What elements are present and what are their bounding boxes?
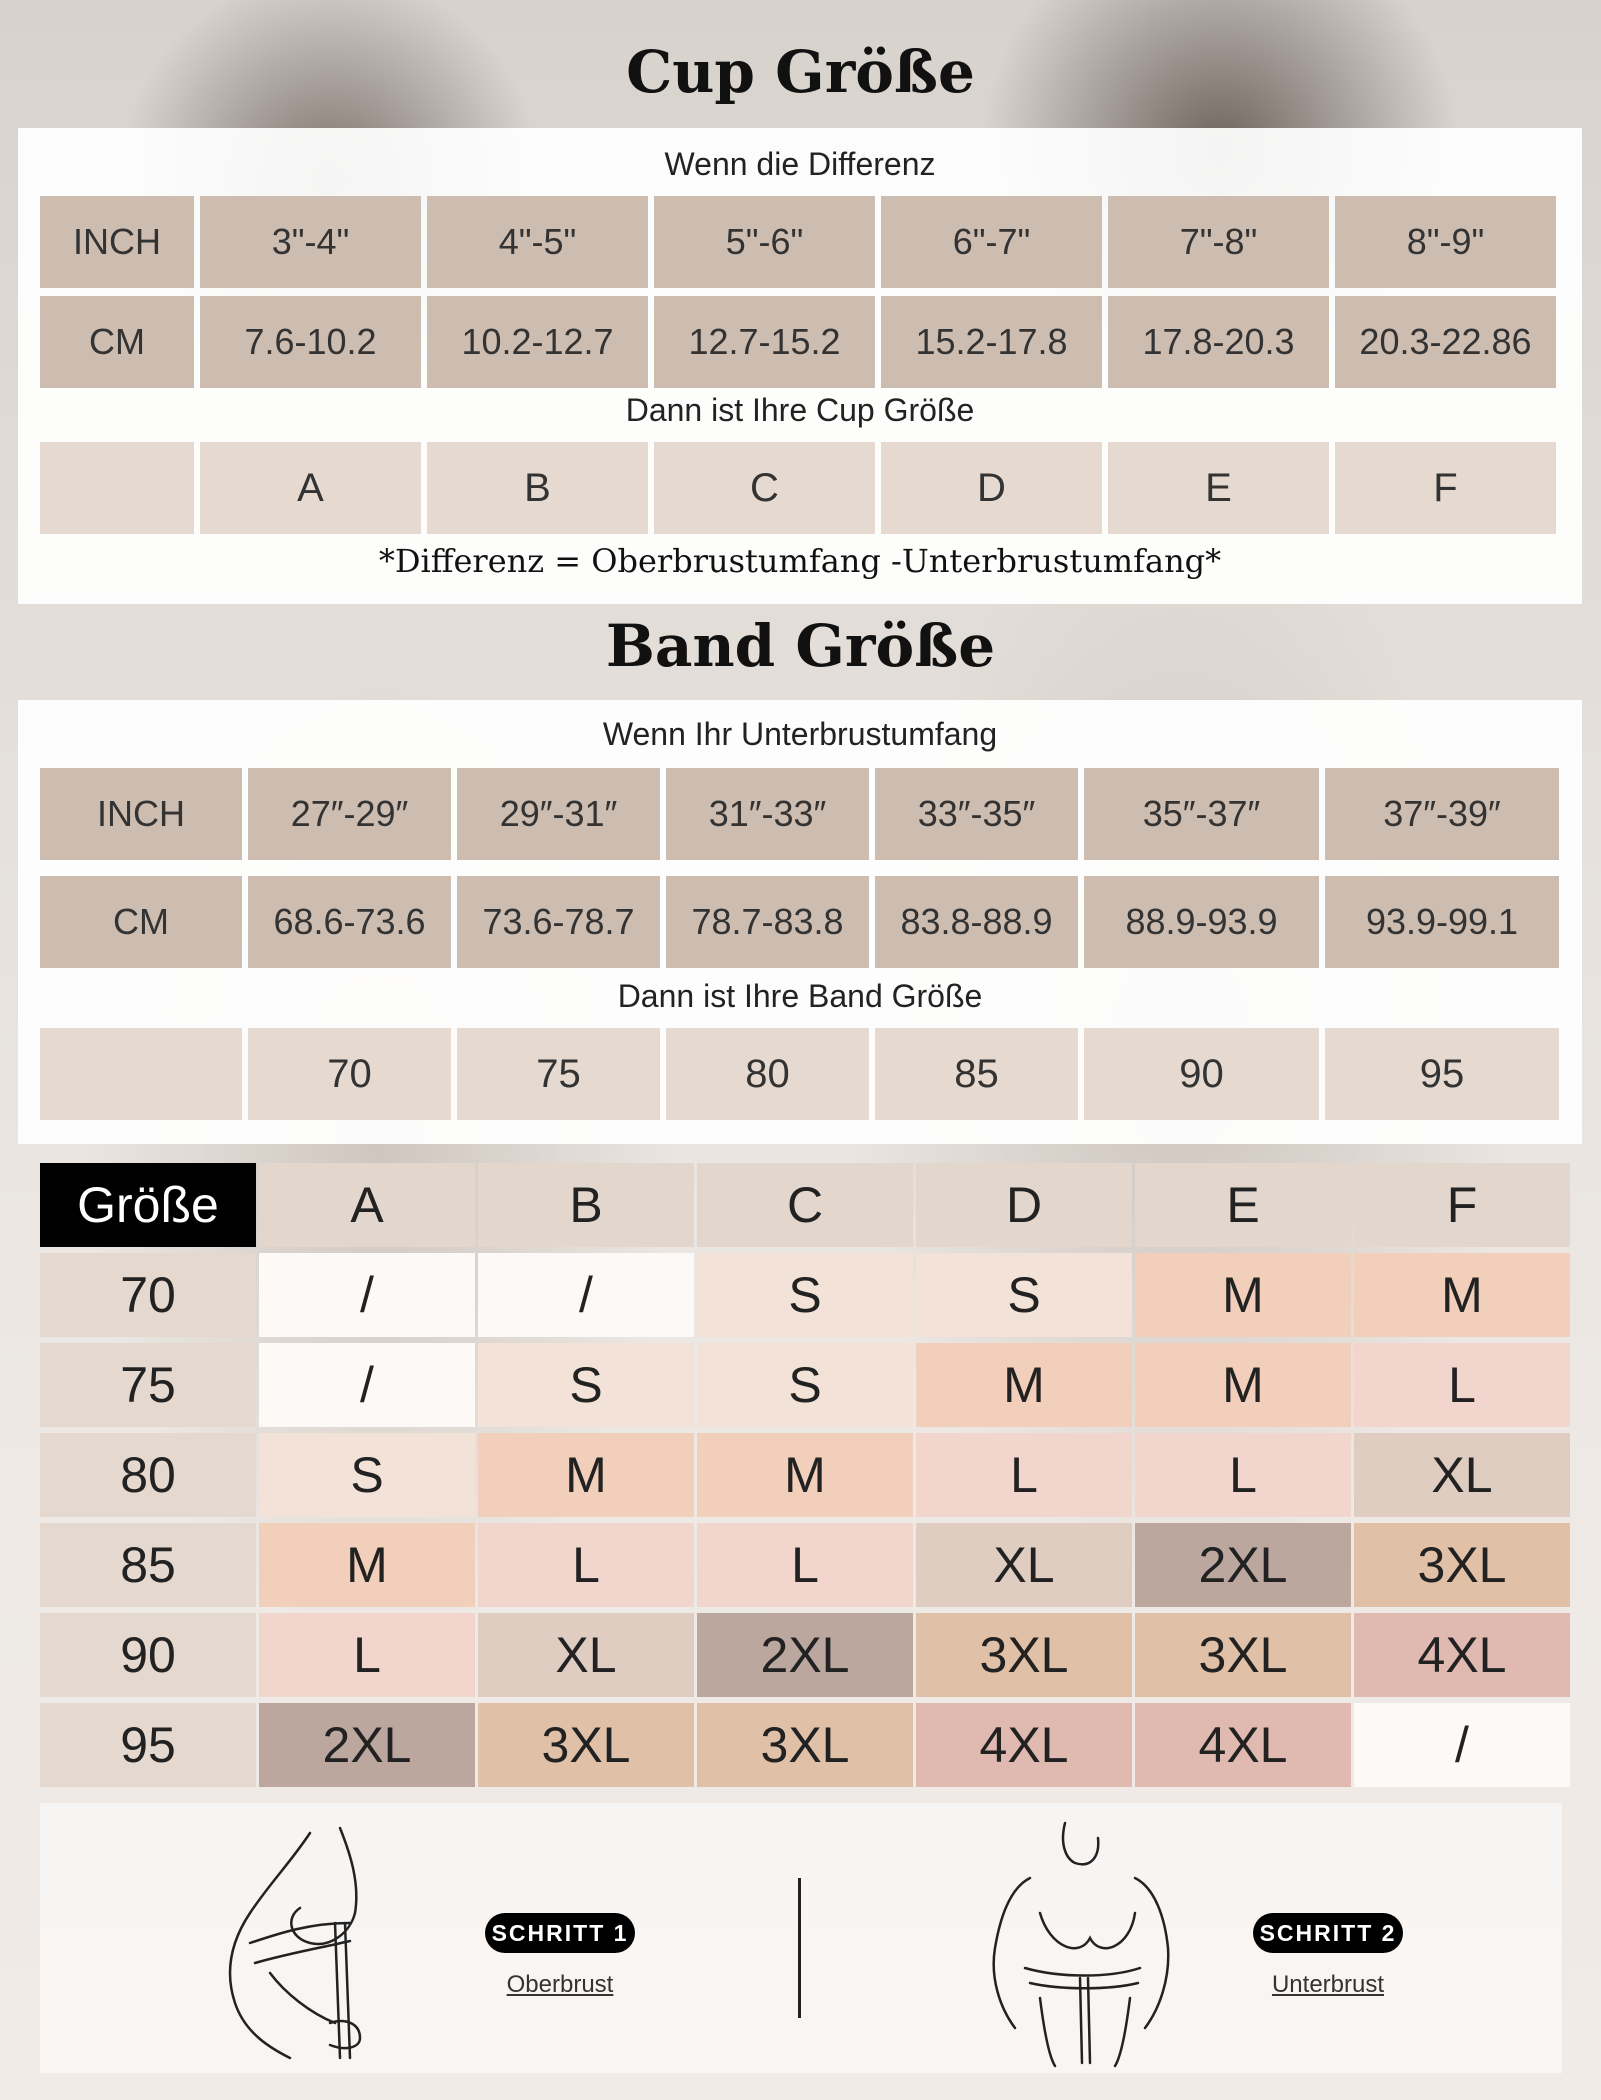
size-table-cell: 4XL xyxy=(1354,1613,1570,1697)
size-table-cell: M xyxy=(259,1523,475,1607)
size-table-cell: S xyxy=(916,1253,1132,1337)
cup-size-cell: F xyxy=(1335,442,1556,534)
size-table-cell: / xyxy=(259,1253,475,1337)
cup-cm-row xyxy=(40,296,1556,388)
size-table-corner: Größe xyxy=(40,1163,256,1247)
band-cm-cell: 78.7-83.8 xyxy=(666,876,869,968)
band-heading: Wenn Ihr Unterbrustumfang xyxy=(602,716,998,752)
size-table-row xyxy=(40,1613,1570,1697)
size-table-header-cell: A xyxy=(259,1163,475,1247)
size-table-cell: M xyxy=(697,1433,913,1517)
size-table-row xyxy=(40,1433,1570,1517)
size-table-cell: / xyxy=(1354,1703,1570,1787)
size-table-cell: S xyxy=(697,1343,913,1427)
cup-cm-cell: 12.7-15.2 xyxy=(654,296,875,388)
band-cm-label: CM xyxy=(40,876,242,968)
size-table-cell: M xyxy=(478,1433,694,1517)
step-1-badge: SCHRITT 1 xyxy=(485,1913,635,1953)
cup-size-cell: D xyxy=(881,442,1102,534)
size-table-cell: 2XL xyxy=(697,1613,913,1697)
size-table xyxy=(40,1163,1570,1793)
cup-size-cell: B xyxy=(427,442,648,534)
size-table-cell: L xyxy=(259,1613,475,1697)
size-table-body xyxy=(40,1253,1570,1787)
size-table-header-row xyxy=(40,1163,1570,1247)
size-table-cell: L xyxy=(916,1433,1132,1517)
measure-panel xyxy=(40,1803,1562,2073)
size-table-band-cell: 90 xyxy=(40,1613,256,1697)
size-table-band-cell: 70 xyxy=(40,1253,256,1337)
cup-size-empty xyxy=(40,442,194,534)
size-table-cell: L xyxy=(1354,1343,1570,1427)
size-table-cell: M xyxy=(1354,1253,1570,1337)
step-2-badge: SCHRITT 2 xyxy=(1253,1913,1403,1953)
size-table-band-cell: 80 xyxy=(40,1433,256,1517)
size-table-row xyxy=(40,1703,1570,1787)
size-table-cell: XL xyxy=(478,1613,694,1697)
cup-cm-cell: 17.8-20.3 xyxy=(1108,296,1329,388)
size-table-cell: 3XL xyxy=(916,1613,1132,1697)
size-table-header-cell: C xyxy=(697,1163,913,1247)
size-table-cell: 4XL xyxy=(1135,1703,1351,1787)
cup-inch-cell: 3"-4" xyxy=(200,196,421,288)
size-table-header-cell: E xyxy=(1135,1163,1351,1247)
size-table-row xyxy=(40,1523,1570,1607)
band-inch-cell: 35″-37″ xyxy=(1084,768,1319,860)
band-size-cell: 70 xyxy=(248,1028,451,1120)
cup-size-cell: C xyxy=(654,442,875,534)
band-inch-cell: 29″-31″ xyxy=(457,768,660,860)
size-table-cell: / xyxy=(259,1343,475,1427)
cup-size-cell: E xyxy=(1108,442,1329,534)
cup-panel xyxy=(18,128,1582,604)
cup-inch-cell: 5"-6" xyxy=(654,196,875,288)
cup-title: Cup Größe xyxy=(626,38,975,106)
size-table-cell: 3XL xyxy=(697,1703,913,1787)
band-inch-label: INCH xyxy=(40,768,242,860)
band-inch-cell: 31″-33″ xyxy=(666,768,869,860)
cup-cm-cell: 10.2-12.7 xyxy=(427,296,648,388)
size-table-cell: / xyxy=(478,1253,694,1337)
size-table-cell: 2XL xyxy=(1135,1523,1351,1607)
step-1-link[interactable]: Oberbrust xyxy=(506,1971,614,1998)
band-size-cell: 85 xyxy=(875,1028,1078,1120)
cup-cm-label: CM xyxy=(40,296,194,388)
size-table-cell: L xyxy=(1135,1433,1351,1517)
size-table-header-cell: F xyxy=(1354,1163,1570,1247)
size-table-cell: S xyxy=(478,1343,694,1427)
size-table-cell: M xyxy=(916,1343,1132,1427)
size-table-cell: 3XL xyxy=(478,1703,694,1787)
size-table-cell: M xyxy=(1135,1253,1351,1337)
cup-inch-cell: 7"-8" xyxy=(1108,196,1329,288)
cup-result-heading: Dann ist Ihre Cup Größe xyxy=(625,392,975,428)
band-inch-cell: 27″-29″ xyxy=(248,768,451,860)
size-table-cell: 4XL xyxy=(916,1703,1132,1787)
size-table-cell: 3XL xyxy=(1135,1613,1351,1697)
size-table-band-cell: 95 xyxy=(40,1703,256,1787)
size-table-header-cell: D xyxy=(916,1163,1132,1247)
size-table-row xyxy=(40,1343,1570,1427)
cup-inch-cell: 4"-5" xyxy=(427,196,648,288)
band-size-cell: 95 xyxy=(1325,1028,1559,1120)
cup-cm-cell: 7.6-10.2 xyxy=(200,296,421,388)
size-table-cell: S xyxy=(697,1253,913,1337)
band-cm-cell: 83.8-88.9 xyxy=(875,876,1078,968)
cup-size-cell: A xyxy=(200,442,421,534)
step-2-link[interactable]: Unterbrust xyxy=(1271,1971,1385,1998)
cup-formula: *Differenz = Oberbrustumfang -Unterbrustumfang* xyxy=(378,542,1222,580)
unterbrust-figure-icon xyxy=(970,1818,1200,2068)
divider xyxy=(798,1878,801,2018)
oberbrust-figure-icon xyxy=(210,1823,440,2063)
cup-cm-cell: 15.2-17.8 xyxy=(881,296,1102,388)
band-cm-cell: 93.9-99.1 xyxy=(1325,876,1559,968)
band-size-row xyxy=(40,1028,1559,1120)
band-inch-cell: 37″-39″ xyxy=(1325,768,1559,860)
band-title: Band Größe xyxy=(605,612,996,680)
cup-inch-label: INCH xyxy=(40,196,194,288)
size-table-cell: 3XL xyxy=(1354,1523,1570,1607)
size-table-cell: XL xyxy=(1354,1433,1570,1517)
band-cm-cell: 68.6-73.6 xyxy=(248,876,451,968)
size-table-cell: M xyxy=(1135,1343,1351,1427)
band-inch-row xyxy=(40,768,1559,860)
cup-cm-cell: 20.3-22.86 xyxy=(1335,296,1556,388)
cup-inch-cell: 6"-7" xyxy=(881,196,1102,288)
band-cm-row xyxy=(40,876,1559,968)
band-size-empty xyxy=(40,1028,242,1120)
size-table-header-cell: B xyxy=(478,1163,694,1247)
size-table-cell: S xyxy=(259,1433,475,1517)
size-table-row xyxy=(40,1253,1570,1337)
band-size-cell: 90 xyxy=(1084,1028,1319,1120)
size-table-cell: L xyxy=(478,1523,694,1607)
band-cm-cell: 88.9-93.9 xyxy=(1084,876,1319,968)
size-table-cell: L xyxy=(697,1523,913,1607)
band-size-cell: 75 xyxy=(457,1028,660,1120)
cup-inch-row xyxy=(40,196,1556,288)
cup-inch-cell: 8"-9" xyxy=(1335,196,1556,288)
band-result-heading: Dann ist Ihre Band Größe xyxy=(617,978,983,1014)
size-table-cell: XL xyxy=(916,1523,1132,1607)
size-table-cell: 2XL xyxy=(259,1703,475,1787)
size-table-band-cell: 85 xyxy=(40,1523,256,1607)
band-cm-cell: 73.6-78.7 xyxy=(457,876,660,968)
cup-heading: Wenn die Differenz xyxy=(664,146,936,182)
band-inch-cell: 33″-35″ xyxy=(875,768,1078,860)
size-table-band-cell: 75 xyxy=(40,1343,256,1427)
band-size-cell: 80 xyxy=(666,1028,869,1120)
band-panel xyxy=(18,700,1582,1144)
cup-size-row xyxy=(40,442,1556,534)
